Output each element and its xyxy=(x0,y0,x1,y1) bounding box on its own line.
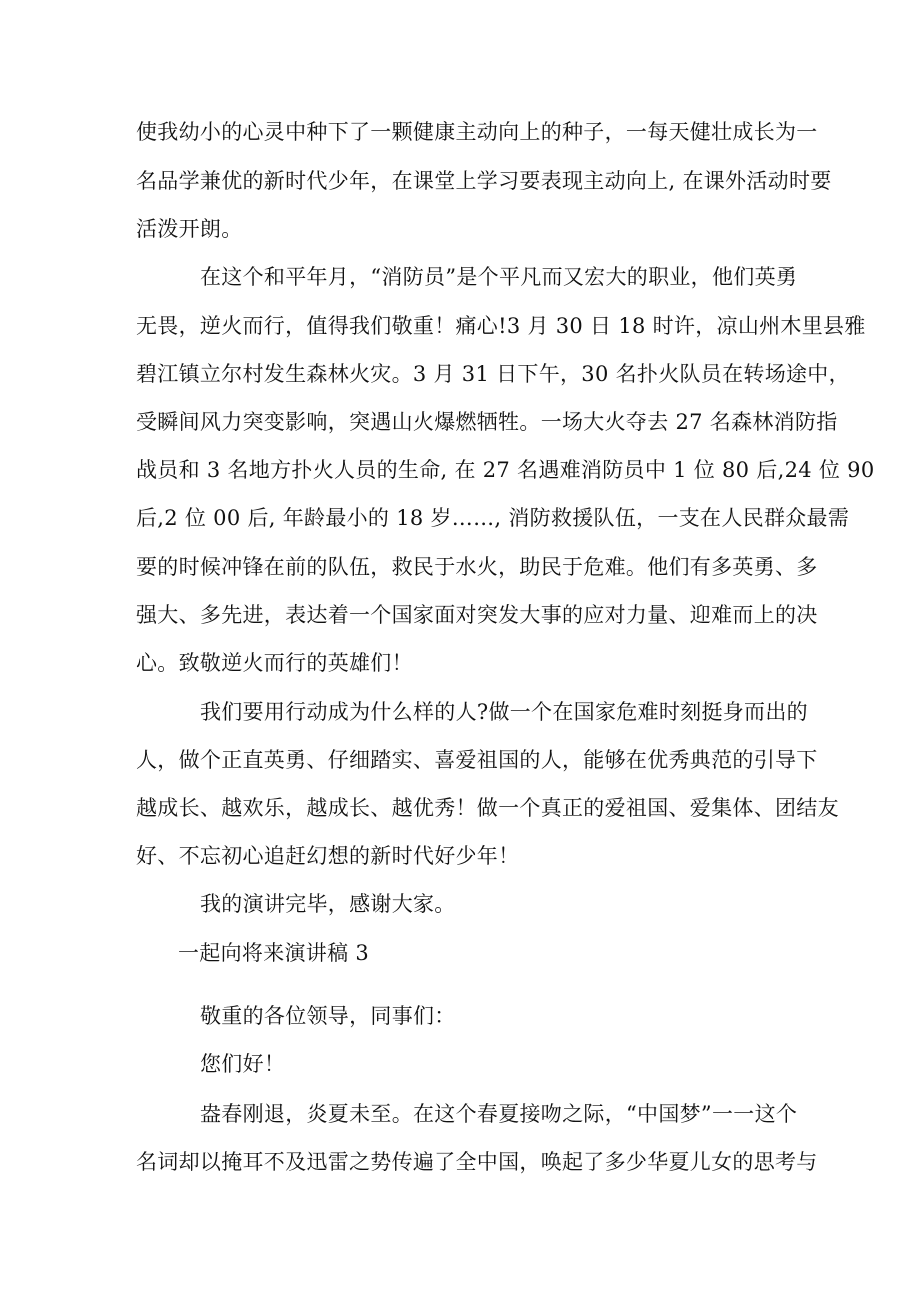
section-heading: 一起向将来演讲稿 3 xyxy=(178,941,370,965)
paragraph-line: 名品学兼优的新时代少年，在课堂上学习要表现主动向上, 在课外活动时要 xyxy=(136,169,832,193)
paragraph-line: 名词却以掩耳不及迅雷之势传遍了全中国，唤起了多少华夏儿女的思考与 xyxy=(136,1150,818,1174)
paragraph-line: 无畏，逆火而行，值得我们敬重！痛心!3 月 30 日 18 时许，凉山州木里县雅 xyxy=(136,314,866,338)
paragraph-line: 人，做个正直英勇、仔细踏实、喜爱祖国的人，能够在优秀典范的引导下 xyxy=(136,748,818,772)
paragraph-line: 后,2 位 00 后, 年龄最小的 18 岁……, 消防救援队伍，一支在人民群众最需 xyxy=(136,506,850,530)
paragraph-line: 越成长、越欢乐，越成长、越优秀！做一个真正的爱祖国、爱集体、团结友 xyxy=(136,796,839,820)
paragraph-line: 心。致敬逆火而行的英雄们！ xyxy=(136,651,413,675)
paragraph-line: 战员和 3 名地方扑火人员的生命, 在 27 名遇难消防员中 1 位 80 后,24 位 90 xyxy=(136,458,875,482)
paragraph-line: 强大、多先进，表达着一个国家面对突发大事的应对力量、迎难而上的决 xyxy=(136,603,818,627)
paragraph-first-line: 盎春刚退，炎夏未至。在这个春夏接吻之际，“中国梦”一一这个 xyxy=(200,1102,798,1126)
paragraph-line: 好、不忘初心追赶幻想的新时代好少年！ xyxy=(136,844,520,868)
paragraph-line: 使我幼小的心灵中种下了一颗健康主动向上的种子，一每天健壮成长为一 xyxy=(136,120,818,144)
salutation-line: 敬重的各位领导，同事们： xyxy=(200,1004,456,1028)
paragraph-first-line: 在这个和平年月，“消防员”是个平凡而又宏大的职业，他们英勇 xyxy=(200,265,798,289)
paragraph-line: 受瞬间风力突变影响，突遇山火爆燃牺牲。一场大火夺去 27 名森林消防指 xyxy=(136,410,838,434)
paragraph-line: 活泼开朗。 xyxy=(136,217,243,241)
paragraph-line: 碧江镇立尔村发生森林火灾。3 月 31 日下午，30 名扑火队员在转场途中， xyxy=(136,362,850,386)
paragraph-line: 要的时候冲锋在前的队伍，救民于水火，助民于危难。他们有多英勇、多 xyxy=(136,555,818,579)
paragraph-first-line: 我们要用行动成为什么样的人?做一个在国家危难时刻挺身而出的 xyxy=(200,700,808,724)
greeting-line: 您们好！ xyxy=(200,1052,286,1076)
closing-line: 我的演讲完毕，感谢大家。 xyxy=(200,892,456,916)
